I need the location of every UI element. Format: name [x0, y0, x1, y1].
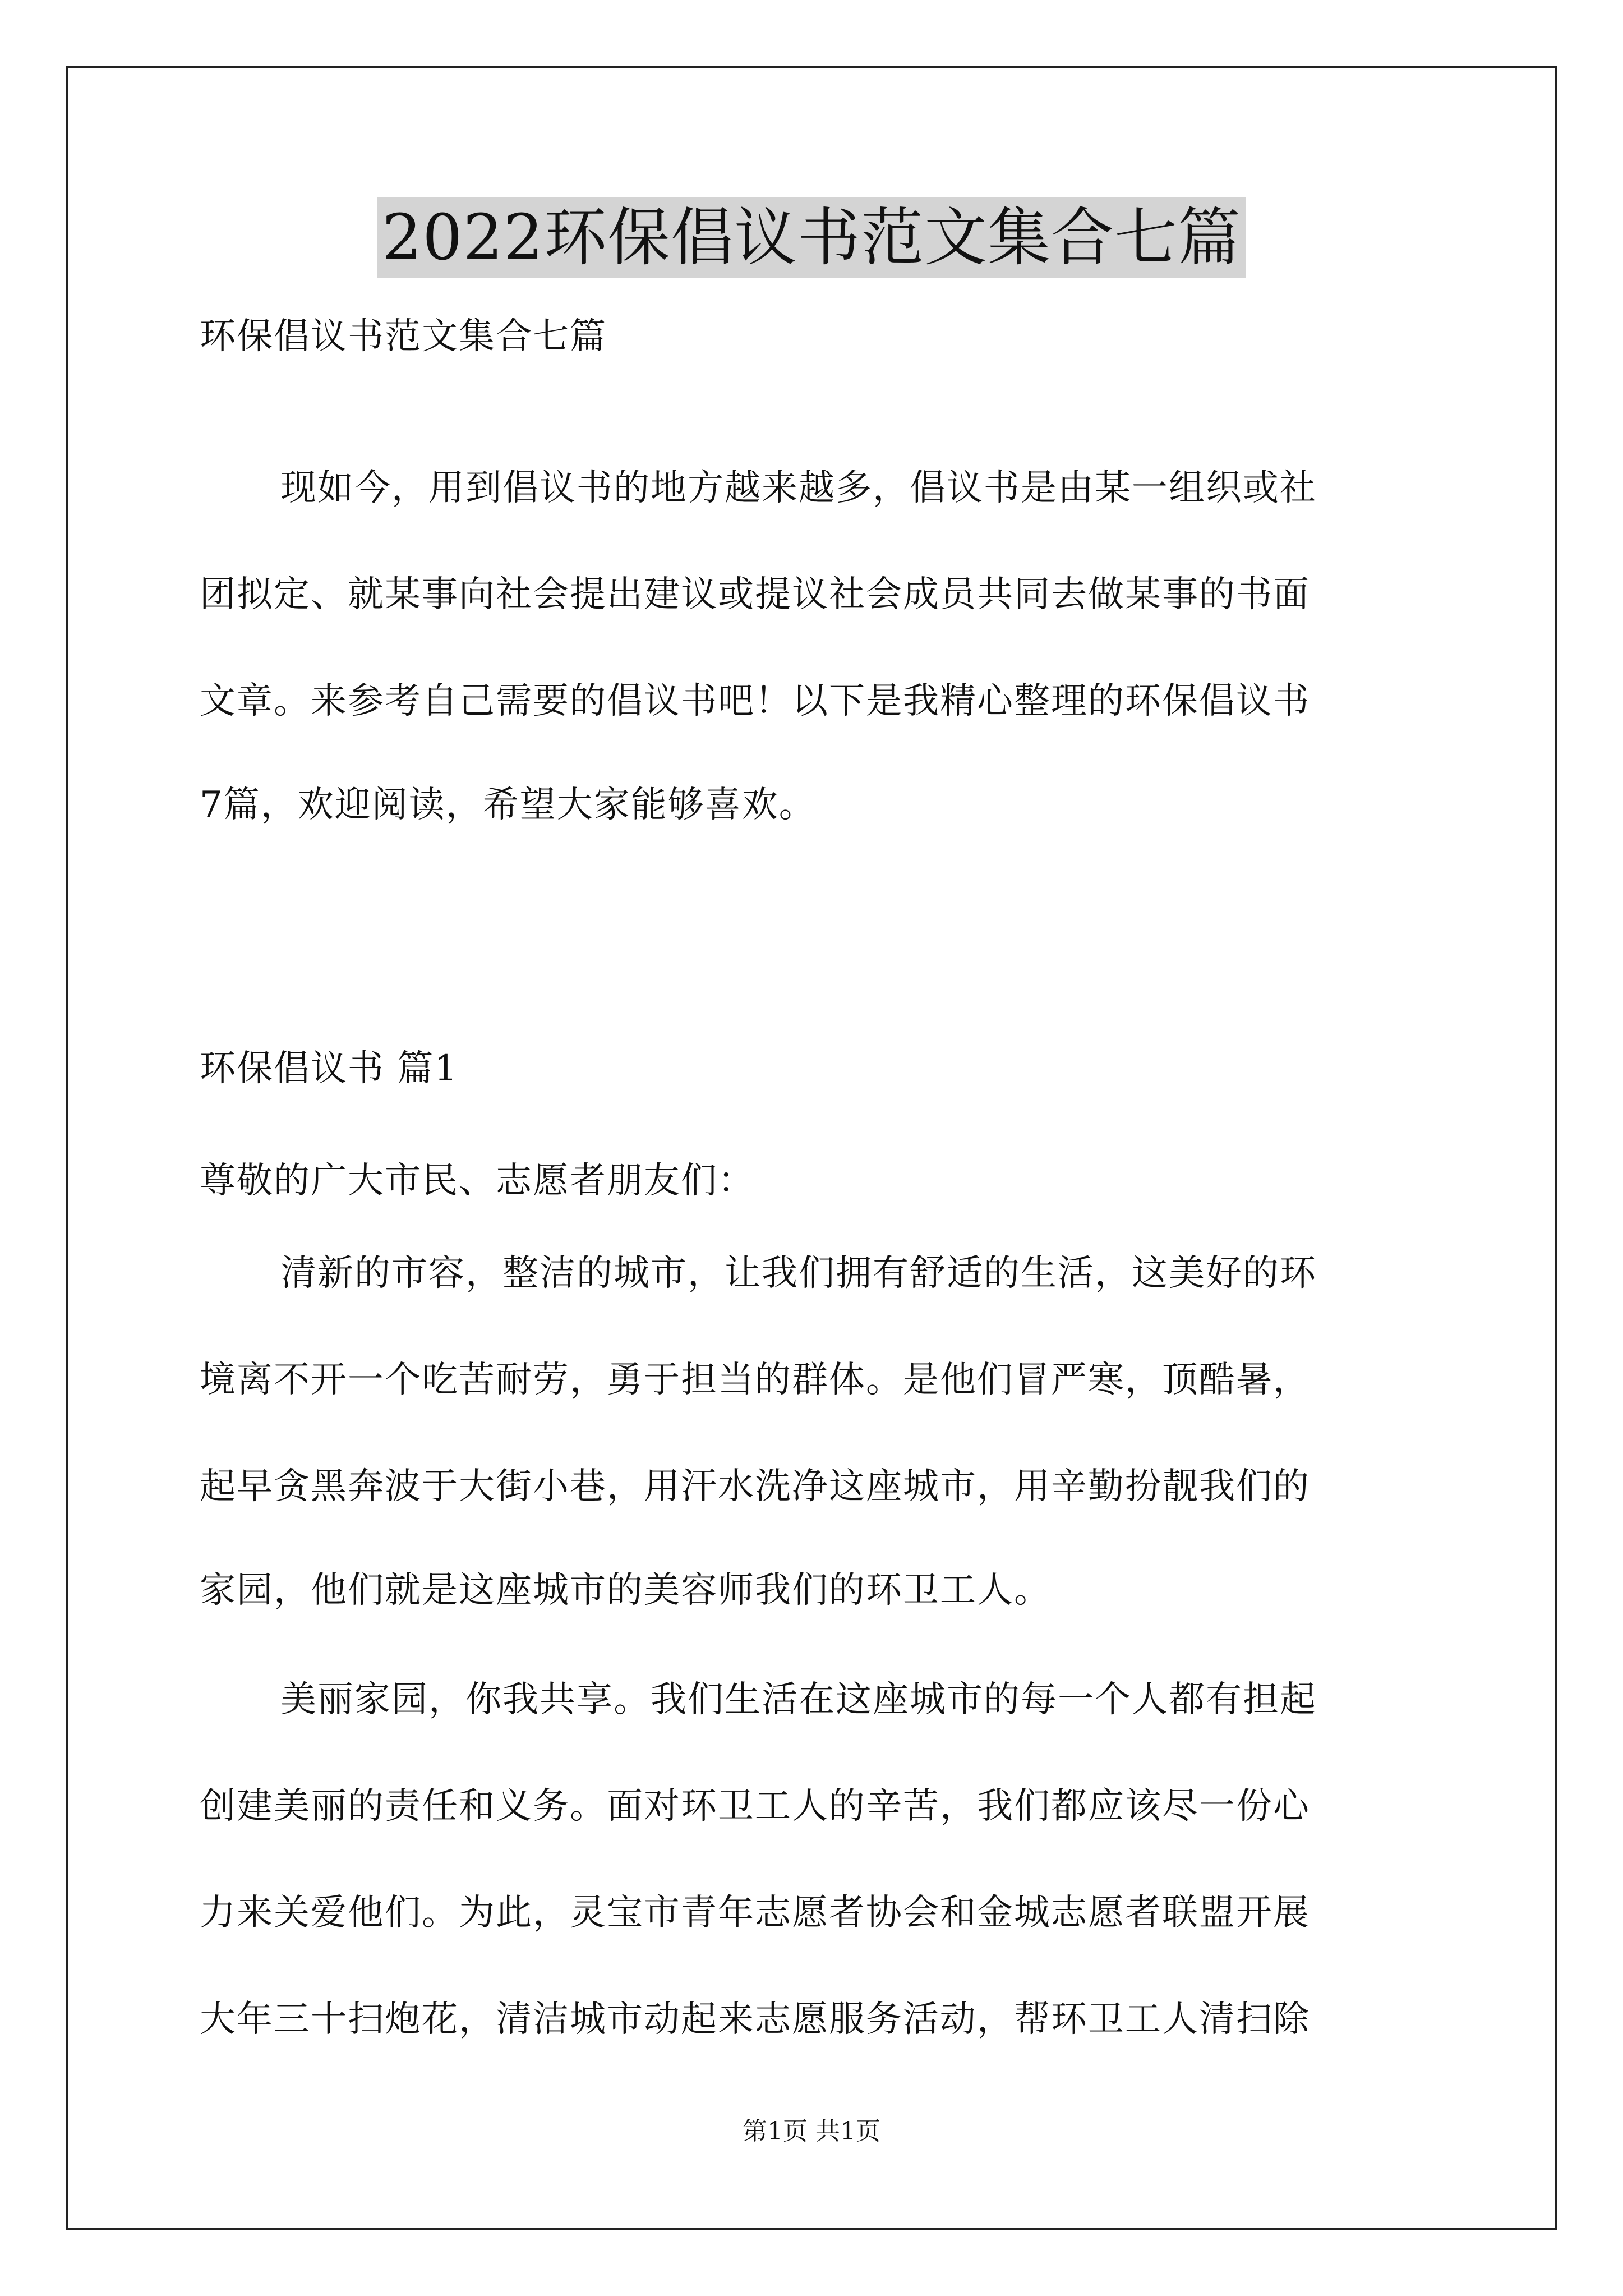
intro-line-4: 7篇，欢迎阅读，希望大家能够喜欢。: [200, 784, 816, 826]
paragraph2-line-1: 美丽家园，你我共享。我们生活在这座城市的每一个人都有担起: [280, 1679, 1317, 1720]
document-title: 2022环保倡议书范文集合七篇: [377, 197, 1246, 278]
intro-line-3: 文章。来参考自己需要的倡议书吧！以下是我精心整理的环保倡议书: [200, 680, 1310, 722]
intro-line-2: 团拟定、就某事向社会提出建议或提议社会成员共同去做某事的书面: [200, 574, 1310, 615]
document-subtitle: 环保倡议书范文集合七篇: [200, 316, 607, 357]
intro-line-1: 现如今，用到倡议书的地方越来越多，倡议书是由某一组织或社: [280, 467, 1317, 509]
paragraph1-line-3: 起早贪黑奔波于大街小巷，用汗水洗净这座城市，用辛勤扮靓我们的: [200, 1466, 1310, 1507]
paragraph1-line-2: 境离不开一个吃苦耐劳，勇于担当的群体。是他们冒严寒，顶酷暑，: [200, 1359, 1310, 1401]
paragraph2-line-3: 力来关爱他们。为此，灵宝市青年志愿者协会和金城志愿者联盟开展: [200, 1892, 1310, 1934]
paragraph1-line-1: 清新的市容，整洁的城市，让我们拥有舒适的生活，这美好的环: [280, 1253, 1317, 1294]
title-container: [0, 197, 1623, 278]
page-footer: 第1页 共1页: [743, 2117, 880, 2146]
paragraph1-line-4: 家园，他们就是这座城市的美容师我们的环卫工人。: [200, 1570, 1051, 1611]
paragraph2-line-4: 大年三十扫炮花，清洁城市动起来志愿服务活动，帮环卫工人清扫除: [200, 1999, 1310, 2040]
paragraph2-line-2: 创建美丽的责任和义务。面对环卫工人的辛苦，我们都应该尽一份心: [200, 1786, 1310, 1827]
section-heading: 环保倡议书 篇1: [200, 1048, 459, 1089]
salutation: 尊敬的广大市民、志愿者朋友们：: [200, 1160, 755, 1202]
